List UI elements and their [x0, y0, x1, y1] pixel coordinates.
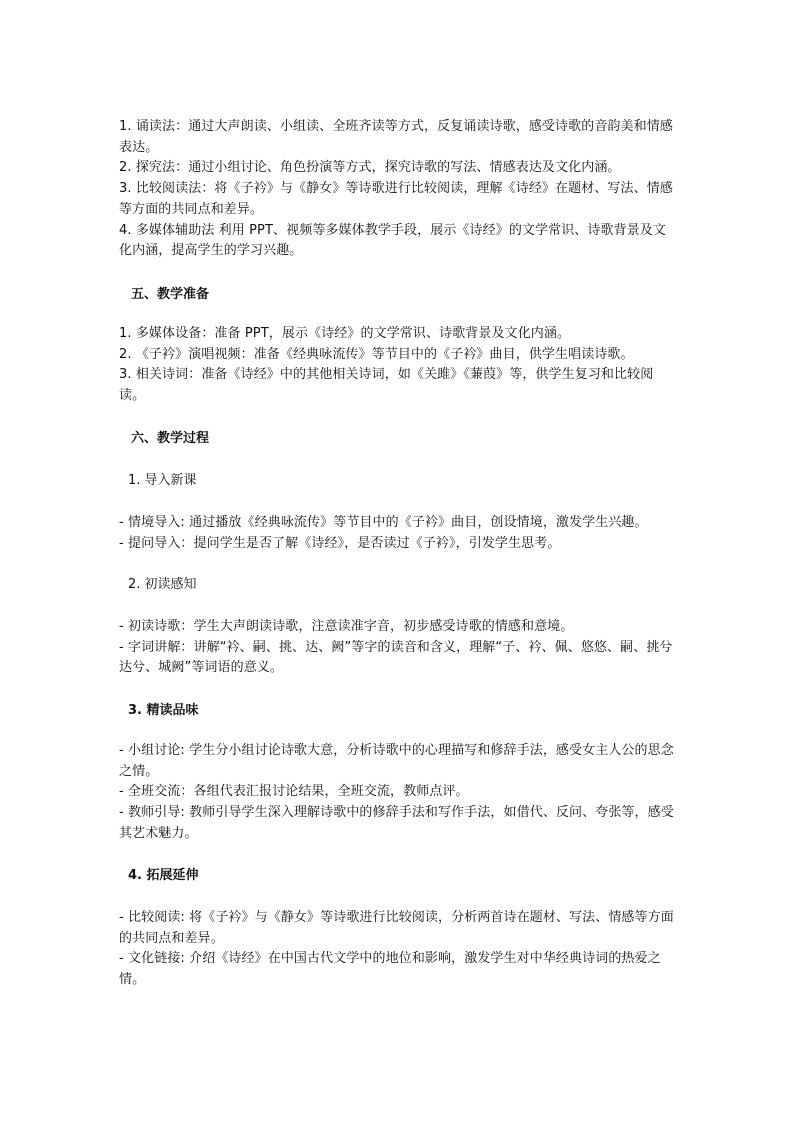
step-item: - 全班交流：各组代表汇报讨论结果，全班交流，教师点评。 — [119, 784, 469, 800]
method-item: 2. 探究法：通过小组讨论、角色扮演等方式，探究诗歌的写法、情感表达及文化内涵。 — [119, 160, 621, 176]
step-heading: 4. 拓展延伸 — [128, 868, 199, 883]
step-heading: 3. 精读品味 — [128, 703, 199, 718]
step-item: - 提问导入：提问学生是否了解《诗经》，是否读过《子衿》，引发学生思考。 — [119, 535, 561, 551]
step-item: - 小组讨论: 学生分小组讨论诗歌大意，分析诗歌中的心理描写和修辞手法，感受女主人公的思念之情。 — [119, 743, 674, 779]
step-item: - 比较阅读: 将《子衿》与《静女》等诗歌进行比较阅读，分析两首诗在题材、写法、情感等方面的共同点和差异。 — [119, 910, 674, 946]
method-item: 1. 诵读法：通过大声朗读、小组读、全班齐读等方式，反复诵读诗歌，感受诗歌的音韵美和情感表达。 — [119, 119, 673, 155]
preparation-item: 1. 多媒体设备：准备 PPT，展示《诗经》的文学常识、诗歌背景及文化内涵。 — [119, 326, 571, 341]
step-item: - 教师引导: 教师引导学生深入理解诗歌中的修辞手法和写作手法，如借代、反问、夸张等，感受其艺术魅力。 — [119, 805, 674, 841]
step-list — [119, 741, 679, 845]
step-item: - 字词讲解：讲解“衿、嗣、挑、达、阙”等字的读音和含义，理解“子、衿、佩、悠悠、嗣、挑兮达兮、城阙”等词语的意义。 — [119, 639, 673, 676]
step-list — [119, 513, 679, 554]
preparation-item: 3. 相关诗词：准备《诗经》中的其他相关诗词，如《关雎》《蒹葭》等，供学生复习和比较阅读。 — [119, 367, 654, 404]
teaching-methods-list — [119, 117, 679, 262]
step-heading: 2. 初读感知 — [128, 577, 197, 592]
step-heading: 1. 导入新课 — [128, 473, 197, 488]
method-item: 4. 多媒体辅助法 利用 PPT、视频等多媒体教学手段，展示《诗经》的文学常识、诗歌背景及文化内涵，提高学生的学习兴趣。 — [119, 222, 667, 259]
step-item: - 初读诗歌：学生大声朗读诗歌，注意读准字音，初步感受诗歌的情感和意境。 — [119, 619, 574, 634]
step-list — [119, 908, 679, 991]
section-heading: 五、教学准备 — [131, 287, 210, 302]
preparation-item: 2. 《子衿》演唱视频：准备《经典咏流传》等节目中的《子衿》曲目，供学生唱读诗歌。 — [119, 346, 634, 362]
preparation-list — [119, 324, 679, 407]
step-list — [119, 617, 679, 679]
section-heading: 六、教学过程 — [131, 431, 210, 446]
method-item: 3. 比较阅读法：将《子衿》与《静女》等诗歌进行比较阅读，理解《诗经》在题材、写法、情感等方面的共同点和差异。 — [119, 181, 673, 217]
step-item: - 文化链接: 介绍《诗经》在中国古代文学中的地位和影响，激发学生对中华经典诗词的热爱之情。 — [119, 951, 661, 988]
step-item: - 情境导入: 通过播放《经典咏流传》等节目中的《子衿》曲目，创设情境，激发学生兴趣。 — [119, 515, 648, 530]
